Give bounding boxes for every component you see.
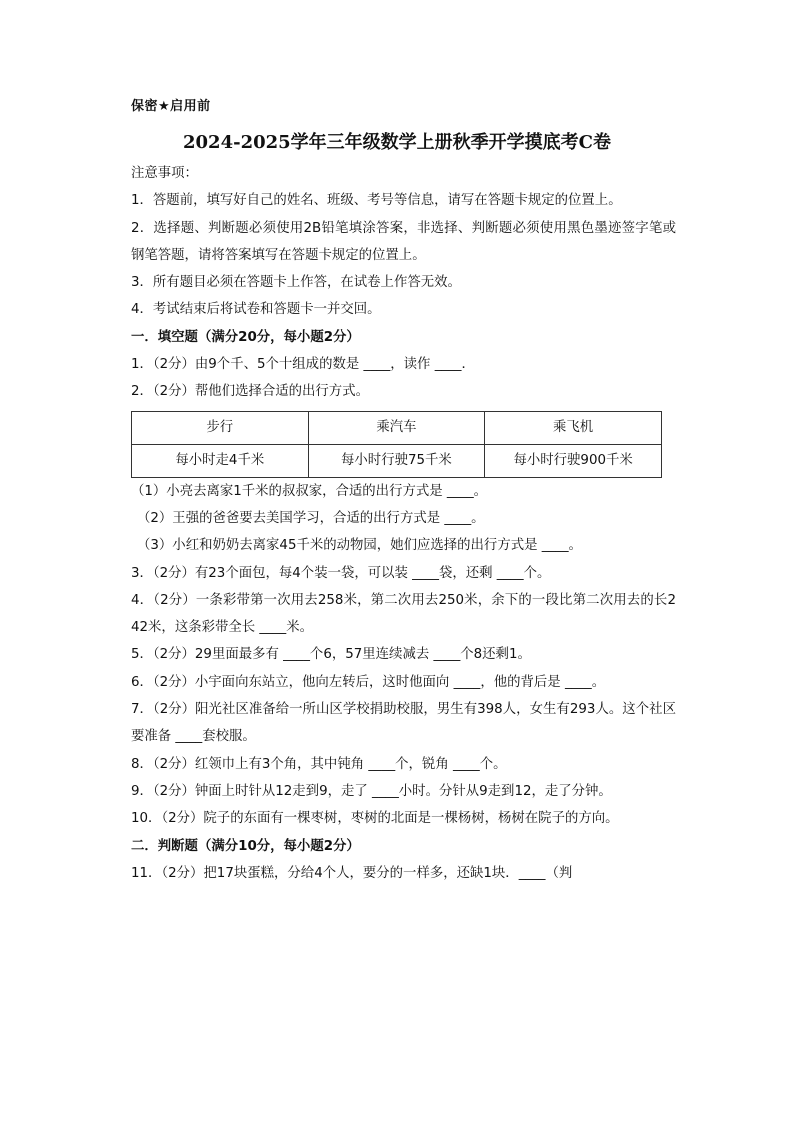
- table-header-cell: 乘飞机: [485, 411, 662, 444]
- question-3: 3．（2分）有23个面包，每4个装一袋，可以装 ____袋，还剩 ____个。: [131, 565, 551, 581]
- question-5: 5．（2分）29里面最多有 ____个6，57里连续减去 ____个8还剩1。: [131, 647, 531, 663]
- question-11: 11．（2分）把17块蛋糕，分给4个人，要分的一样多，还缺1块．____（判: [131, 865, 573, 881]
- question-2-sub-1: （1）小亮去离家1千米的叔叔家，合适的出行方式是 ____。: [131, 483, 488, 499]
- table-header-cell: 步行: [132, 411, 309, 444]
- exam-content: [131, 160, 676, 887]
- table-cell: 每小时走4千米: [132, 444, 309, 477]
- notice-item-1: 1．答题前，填写好自己的姓名、班级、考号等信息，请写在答题卡规定的位置上。: [131, 193, 622, 209]
- table-row: [132, 444, 662, 477]
- question-8: 8．（2分）红领巾上有3个角，其中钝角 ____个，锐角 ____个。: [131, 756, 507, 772]
- question-4: 4．（2分）一条彩带第一次用去258米，第二次用去250米，余下的一段比第二次用去的长242米，这条彩带全长 ____米。: [131, 592, 676, 636]
- travel-mode-table: [131, 411, 662, 478]
- question-10: 10．（2分）院子的东面有一棵枣树，枣树的北面是一棵杨树，杨树在院子的方向。: [131, 811, 619, 827]
- question-7: 7．（2分）阳光社区准备给一所山区学校捐助校服，男生有398人，女生有293人。这个社区要准备 ____套校服。: [131, 702, 676, 745]
- notice-item-2: 2．选择题、判断题必须使用2B铅笔填涂答案，非选择、判断题必须使用黑色墨迹签字笔或钢笔答题，请将答案填写在答题卡规定的位置上。: [131, 220, 676, 263]
- question-2: 2．（2分）帮他们选择合适的出行方式。: [131, 384, 369, 400]
- question-2-sub-2: （2）王强的爸爸要去美国学习，合适的出行方式是 ____。: [137, 510, 485, 526]
- exam-title: 2024-2025学年三年级数学上册秋季开学摸底考C卷: [183, 132, 611, 153]
- notice-item-4: 4．考试结束后将试卷和答题卡一并交回。: [131, 302, 381, 318]
- notice-heading: 注意事项：: [131, 166, 198, 181]
- section-1-heading: 一．填空题（满分20分，每小题2分）: [131, 329, 360, 345]
- notice-item-3: 3．所有题目必须在答题卡上作答，在试卷上作答无效。: [131, 275, 461, 291]
- table-cell: 每小时行驶900千米: [485, 444, 662, 477]
- question-9: 9．（2分）钟面上时针从12走到9，走了 ____小时。分针从9走到12，走了分钟。: [131, 783, 612, 799]
- section-2-heading: 二．判断题（满分10分，每小题2分）: [131, 838, 360, 854]
- question-2-sub-3: （3）小红和奶奶去离家45千米的动物园，她们应选择的出行方式是 ____。: [137, 538, 582, 554]
- table-header-cell: 乘汽车: [308, 411, 485, 444]
- question-6: 6．（2分）小宇面向东站立，他向左转后，这时他面向 ____，他的背后是 ____。: [131, 674, 606, 690]
- confidential-label: 保密★启用前: [131, 99, 211, 114]
- question-1: 1．（2分）由9个千、5个十组成的数是 ____，读作 ____．: [131, 357, 475, 373]
- table-cell: 每小时行驶75千米: [308, 444, 485, 477]
- table-header-row: [132, 411, 662, 444]
